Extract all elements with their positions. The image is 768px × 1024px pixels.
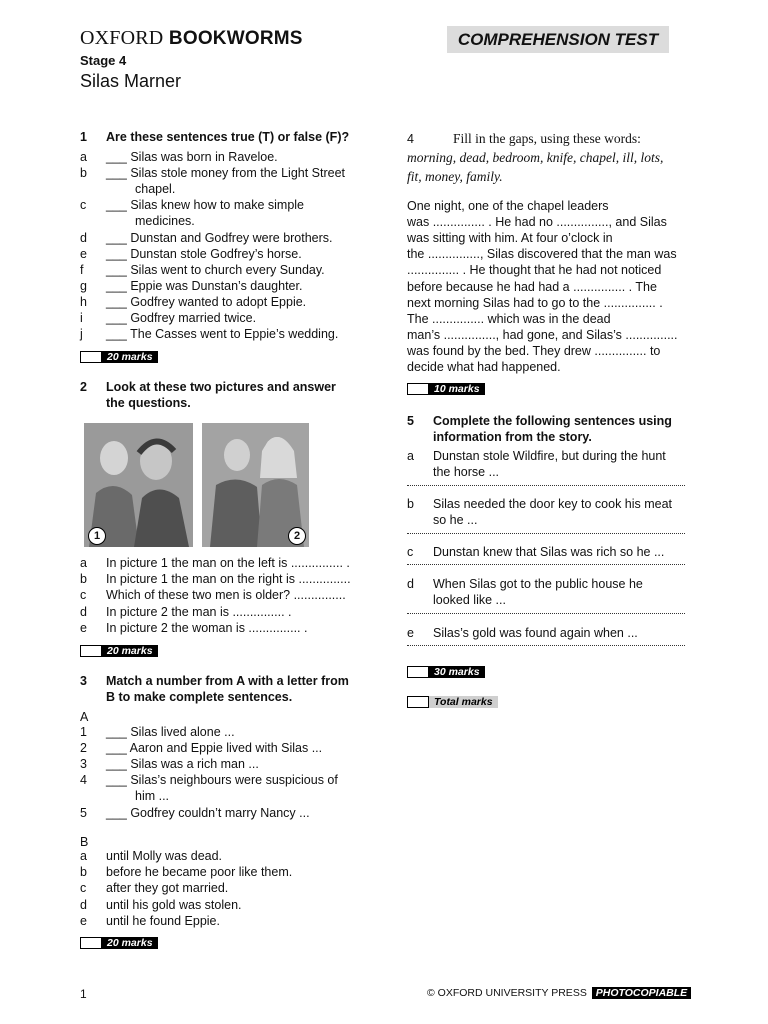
item-text: ___ Godfrey couldn’t marry Nancy ... (106, 805, 310, 820)
item-letter: f (80, 262, 84, 277)
item-text: him ... (135, 789, 170, 804)
q4-words-line1: morning, dead, bedroom, knife, chapel, ill, lots, (407, 150, 664, 165)
item-letter: e (80, 913, 87, 928)
q2-marks (80, 645, 158, 657)
marks-box[interactable] (80, 645, 102, 657)
item-text: When Silas got to the public house he (433, 577, 643, 591)
q4-words-line2: fit, money, family. (407, 169, 503, 184)
item-text: ___ Eppie was Dunstan’s daughter. (106, 278, 303, 293)
item-letter: e (80, 246, 87, 261)
item-text: ___ Silas knew how to make simple (106, 198, 305, 213)
item-text-cont: so he ... (433, 513, 478, 527)
item-text: ___ Godfrey wanted to adopt Eppie. (106, 294, 307, 309)
photocopiable-badge: PHOTOCOPIABLE (592, 987, 691, 999)
item-letter: a (80, 556, 87, 570)
total-marks (407, 696, 498, 708)
q3-marks (80, 937, 158, 949)
q4-prompt: Fill in the gaps, using these words: (453, 131, 641, 146)
picture-2-badge: 2 (288, 527, 306, 545)
q3-prompt-line1: Match a number from A with a letter from (106, 674, 349, 688)
item-letter: d (407, 577, 414, 591)
picture-1 (84, 423, 193, 547)
total-marks-box[interactable] (407, 696, 429, 708)
item-text: ___ Godfrey married twice. (106, 311, 257, 325)
item-letter: d (80, 604, 87, 619)
item-letter: b (407, 497, 414, 511)
item-text: ___ The Casses went to Eppie’s wedding. (106, 327, 339, 342)
gap-text-line: was sitting with him. At four o’clock in (407, 231, 613, 246)
item-text: Silas needed the door key to cook his meat (433, 497, 673, 511)
item-text: ___ Silas’s neighbours were suspicious of (106, 773, 338, 788)
marks-box[interactable] (80, 351, 102, 363)
item-text: In picture 1 the man on the left is ............... . (106, 556, 350, 570)
item-text: In picture 1 the man on the right is ............... (106, 572, 351, 587)
q1-marks (80, 351, 158, 363)
q3-prompt-line2: B to make complete sentences. (106, 690, 293, 704)
marks-label: 10 marks (429, 383, 485, 395)
marks-label: 20 marks (102, 645, 158, 657)
marks-label: 20 marks (102, 937, 158, 949)
item-letter: h (80, 294, 87, 309)
item-letter: a (407, 449, 414, 463)
q3-label-a: A (80, 710, 89, 724)
item-letter: 4 (80, 773, 87, 788)
item-text: before he became poor like them. (106, 865, 293, 880)
item-text: chapel. (135, 182, 176, 197)
answer-line[interactable] (407, 563, 685, 565)
stage-label: Stage 4 (80, 53, 127, 68)
item-text: Dunstan stole Wildfire, but during the hunt (433, 449, 666, 463)
item-text: ___ Aaron and Eppie lived with Silas ... (106, 741, 323, 756)
marks-box[interactable] (80, 937, 102, 949)
q4-marks (407, 383, 485, 395)
item-letter: 3 (80, 757, 87, 772)
item-letter: j (80, 327, 83, 342)
footer-copyright (427, 987, 691, 999)
picture-2 (202, 423, 309, 547)
q5-prompt-line2: information from the story. (433, 430, 592, 444)
gap-text-line: ............... . He thought that he had not noticed (407, 263, 662, 278)
item-text: ___ Silas went to church every Sunday. (106, 262, 325, 277)
item-text: ___ Dunstan stole Godfrey’s horse. (106, 246, 302, 261)
q5-number: 5 (407, 414, 414, 428)
page-number: 1 (80, 987, 87, 1001)
q4-number: 4 (407, 132, 414, 146)
item-text: ___ Silas was a rich man ... (106, 757, 259, 772)
item-text: Silas’s gold was found again when ... (433, 626, 638, 640)
item-letter: c (80, 198, 87, 213)
gap-text-line: man’s ..............., had gone, and Silas’s ............... (407, 327, 678, 342)
q5-prompt-line1: Complete the following sentences using (433, 414, 672, 428)
answer-line[interactable] (407, 484, 685, 486)
brand-oxford: OXFORD (80, 27, 164, 49)
item-text: In picture 2 the woman is ............... . (106, 620, 308, 635)
item-letter: c (80, 881, 87, 896)
item-letter: i (80, 311, 83, 325)
item-text: until he found Eppie. (106, 913, 220, 928)
answer-line[interactable] (407, 532, 685, 534)
item-letter: 2 (80, 741, 87, 756)
item-letter: a (80, 849, 87, 863)
item-letter: b (80, 865, 87, 880)
marks-label: 20 marks (102, 351, 158, 363)
item-text: until Molly was dead. (106, 849, 223, 863)
item-text: ___ Silas was born in Raveloe. (106, 150, 278, 164)
gap-text-line: decide what had happened. (407, 360, 561, 374)
comprehension-test-banner: COMPREHENSION TEST (447, 26, 669, 53)
gap-text-line: was found by the bed. They drew ............... to (407, 343, 661, 358)
item-letter: c (407, 545, 414, 559)
item-text-cont: the horse ... (433, 465, 500, 479)
item-text: Which of these two men is older? ............... (106, 588, 346, 603)
item-letter: d (80, 897, 87, 912)
item-text: until his gold was stolen. (106, 897, 242, 912)
q3-number: 3 (80, 674, 87, 688)
page-title: Silas Marner (80, 71, 182, 91)
q2-prompt-line2: the questions. (106, 396, 191, 410)
item-text: after they got married. (106, 881, 229, 896)
q1-number: 1 (80, 130, 87, 144)
q1-prompt: Are these sentences true (T) or false (F)? (106, 130, 350, 144)
gap-text-line: was ............... . He had no ..............., and Silas (407, 215, 667, 230)
item-letter: c (80, 588, 87, 603)
gap-text-line: the ..............., Silas discovered that the man was (407, 247, 677, 262)
q3-label-b: B (80, 835, 89, 849)
item-text: ___ Dunstan and Godfrey were brothers. (106, 230, 333, 245)
q5-marks (407, 666, 485, 678)
brand-logo (80, 27, 303, 50)
item-letter: e (80, 620, 87, 635)
marks-box[interactable] (407, 666, 429, 678)
gap-text-line: One night, one of the chapel leaders (407, 199, 609, 213)
item-letter: b (80, 166, 87, 181)
item-letter: g (80, 278, 87, 293)
q2-number: 2 (80, 380, 87, 394)
item-letter: 1 (80, 725, 87, 739)
marks-label: 30 marks (429, 666, 485, 678)
marks-box[interactable] (407, 383, 429, 395)
item-letter: e (407, 626, 414, 640)
total-marks-label: Total marks (429, 696, 498, 708)
answer-line[interactable] (407, 612, 685, 614)
publisher-credit: © OXFORD UNIVERSITY PRESS (427, 987, 587, 999)
item-letter: a (80, 150, 87, 164)
item-text: In picture 2 the man is ............... . (106, 604, 292, 619)
q2-prompt-line1: Look at these two pictures and answer (106, 380, 336, 394)
gap-text-line: before because he had had a ............... . The (407, 279, 657, 294)
answer-line[interactable] (407, 644, 685, 646)
item-letter: 5 (80, 805, 87, 820)
item-text-cont: looked like ... (433, 593, 506, 607)
item-text: ___ Silas stole money from the Light Street (106, 166, 346, 181)
gap-text-line: The ............... which was in the dead (407, 311, 611, 326)
item-text: ___ Silas lived alone ... (106, 725, 235, 739)
item-letter: b (80, 572, 87, 587)
picture-1-badge: 1 (88, 527, 106, 545)
gap-text-line: next morning Silas had to go to the ............... . (407, 295, 663, 310)
brand-bookworms: BOOKWORMS (168, 28, 303, 49)
item-text: Dunstan knew that Silas was rich so he ... (433, 545, 665, 559)
item-letter: d (80, 230, 87, 245)
item-text: medicines. (135, 214, 195, 229)
